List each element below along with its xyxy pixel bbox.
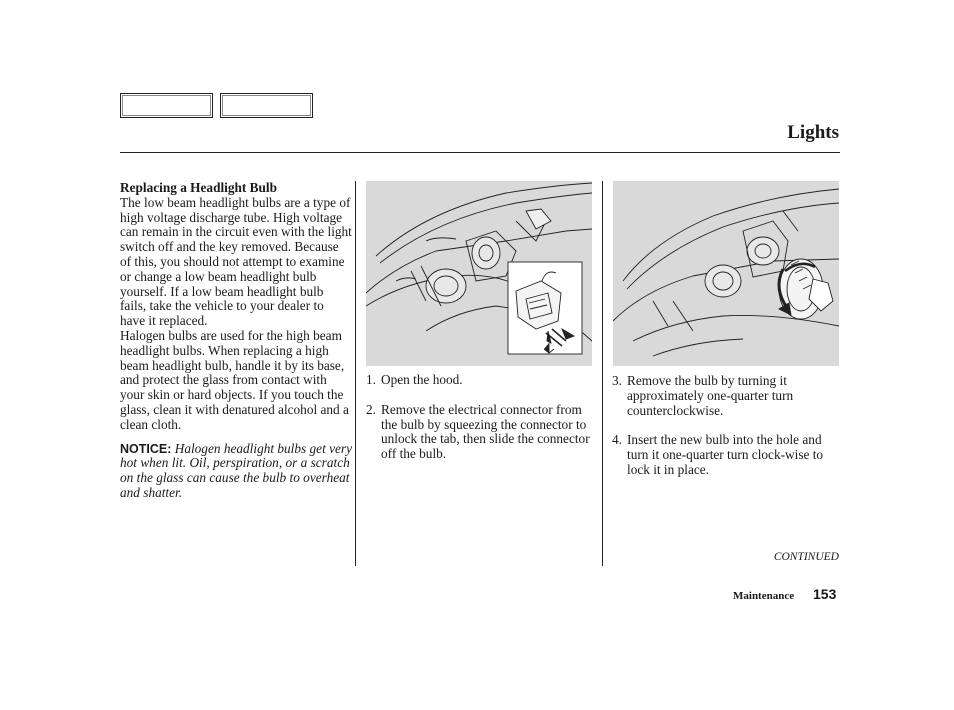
step-item [612, 374, 840, 418]
nav-button-1[interactable] [120, 93, 213, 118]
continued-label: CONTINUED [773, 551, 839, 563]
steps-list-right [612, 374, 840, 493]
page-number: 153 [813, 586, 837, 602]
notice-text: Halogen headlight bulbs get very hot when lit. Oil, perspiration, or a scratch on the glass can cause the bulb to overheat and shatter. [120, 440, 352, 500]
footer-section-name: Maintenance [733, 590, 795, 602]
page-title: Lights [787, 122, 839, 143]
notice [120, 442, 352, 501]
step-text: Remove the bulb by turning it approximately one-quarter turn counterclockwise. [627, 373, 794, 418]
step-text: Insert the new bulb into the hole and turn it one-quarter turn clock-wise to lock it in place. [627, 432, 824, 477]
step-text: Remove the electrical connector from the bulb by squeezing the connector to unlock the tab, then slide the connector off the bulb. [381, 401, 590, 462]
section-heading: Replacing a Headlight Bulb [120, 180, 278, 195]
steps-list-left [366, 373, 596, 477]
paragraph-low-beam: The low beam headlight bulbs are a type of high voltage discharge tube. High voltage can remain in the circuit even with the light switch off and the key removed. Because of this, you should not attempt to examine or change a low beam headlight bulb yourself. If a low beam headlight bulb fails, take the vehicle to your dealer to have it replaced. [120, 194, 352, 329]
step-item [612, 433, 840, 477]
step-number: 3. [612, 373, 622, 388]
nav-button-2[interactable] [220, 93, 313, 118]
step-number: 2. [366, 401, 376, 417]
step-item [366, 373, 596, 388]
step-number: 1. [366, 372, 376, 387]
paragraph-high-beam: Halogen bulbs are used for the high beam headlight bulbs. When replacing a high beam headlight bulb, handle it by its base, and protect the glass from contact with your skin or hard objects. If you touch the glass, clean it with denatured alcohol and a clean cloth. [120, 327, 349, 432]
column-divider [602, 181, 603, 566]
notice-label: NOTICE: [120, 441, 172, 456]
headlight-bulb-rotation-illustration [613, 181, 839, 366]
left-column [120, 181, 352, 501]
step-item [366, 403, 596, 462]
headlight-connector-illustration [366, 181, 592, 366]
header-rule [120, 152, 840, 153]
column-divider [355, 181, 356, 566]
step-text: Open the hood. [381, 372, 463, 387]
step-number: 4. [612, 432, 622, 448]
